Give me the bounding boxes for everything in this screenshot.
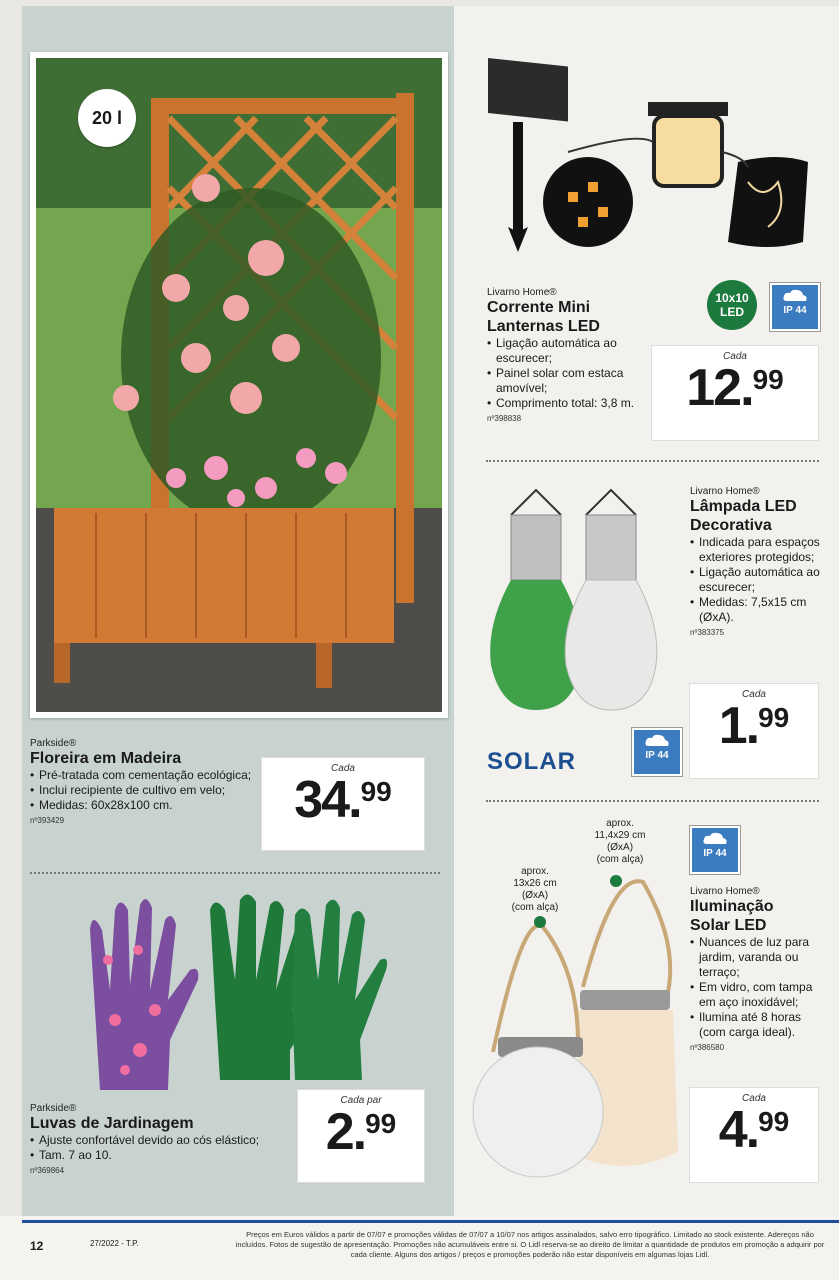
dim-label-text: (com alça) — [596, 854, 644, 865]
corrente-info — [487, 287, 667, 423]
luvas-info — [30, 1103, 280, 1175]
floreira-ref: nº393429 — [30, 816, 65, 825]
floreira-bullet: • Medidas: 60x28x100 cm. — [30, 798, 260, 813]
rain-cloud-icon — [644, 734, 670, 750]
iluminacao-brand: Livarno Home® — [690, 886, 760, 897]
lampada-bullet: • Medidas: 7,5x15 cm (ØxA). — [690, 595, 830, 625]
lampada-bullet: • Ligação automática ao escurecer; — [690, 565, 830, 595]
legal-disclaimer: Preços em Euros válidos a partir de 07/07 e promoções válidas de 07/07 a 10/07 nos artigos assinalados, salvo erro tipográfico. Limitado ao stock existente. Adereços não incluídos. Fotos de sugestão de apresentação. Promoções não acumuláveis entre si. O Lidl reserva-se ao direito de limitar a quantidade de produtos em promoção a adquirir por cada cliente. Alguns dos artigos / preços e promoções poderão não estar disponíveis em algumas lojas Lidl. — [235, 1230, 825, 1259]
floreira-brand: Parkside® — [30, 738, 77, 749]
page-number: 12 — [30, 1239, 44, 1253]
iluminacao-price-box — [690, 1088, 818, 1182]
dim-label-text: aprox. — [606, 818, 634, 829]
floreira-bullet: • Pré-tratada com cementação ecológica; — [30, 768, 260, 783]
iluminacao-price — [690, 1101, 818, 1159]
lampada-bullets — [690, 535, 830, 625]
floreira-bullet: • Inclui recipiente de cultivo em velo; — [30, 783, 260, 798]
lampada-price-label: Cada — [742, 689, 766, 700]
iluminacao-name-line1: Iluminação — [690, 898, 774, 915]
luvas-price-dec: 99 — [365, 1108, 397, 1139]
corrente-price — [652, 359, 818, 417]
floreira-price — [262, 771, 424, 829]
iluminacao-price-label: Cada — [742, 1093, 766, 1104]
lampada-price-box — [690, 684, 818, 778]
dim-label-text: (ØxA) — [606, 842, 634, 853]
corrente-name-line1: Corrente Mini — [487, 299, 591, 316]
lampada-price-dec: 99 — [758, 702, 790, 733]
luvas-price-box — [298, 1090, 424, 1182]
corrente-bullets — [487, 336, 667, 411]
dim-label-text: aprox. — [521, 866, 549, 877]
iluminacao-bullets — [690, 935, 830, 1040]
luvas-brand: Parkside® — [30, 1103, 77, 1114]
left-divider — [30, 872, 440, 874]
bulb-lamps-illustration — [486, 485, 676, 720]
floreira-price-box — [262, 758, 424, 850]
corrente-price-box — [652, 346, 818, 440]
dim-label-text: (ØxA) — [521, 890, 549, 901]
led-count-badge-line2: LED — [720, 305, 744, 319]
volume-badge-text: 20 l — [78, 89, 136, 147]
corrente-ref: nº398838 — [487, 414, 522, 423]
corrente-bullet: • Painel solar com estaca amovível; — [487, 366, 667, 396]
rain-cloud-icon — [702, 832, 728, 848]
corrente-bullet: • Ligação automática ao escurecer; — [487, 336, 667, 366]
iluminacao-price-int: 4. — [718, 1101, 759, 1159]
footer-rule — [22, 1220, 839, 1223]
solar-logo: SOLAR — [487, 748, 576, 775]
floreira-price-int: 34. — [294, 771, 361, 829]
planter-photo-frame — [30, 52, 448, 718]
iluminacao-price-dec: 99 — [758, 1106, 790, 1137]
lampada-info — [690, 486, 830, 637]
floreira-price-dec: 99 — [360, 776, 392, 807]
corrente-ip-label: IP 44 — [783, 305, 807, 316]
iluminacao-info — [690, 886, 830, 1052]
luvas-price-int: 2. — [325, 1103, 366, 1161]
issue-code: 27/2022 - T.P. — [90, 1239, 139, 1248]
dim-label-text: (com alça) — [511, 902, 559, 913]
iluminacao-bullet: • Ilumina até 8 horas (com carga ideal). — [690, 1010, 830, 1040]
ip44-icon — [690, 826, 740, 874]
right-divider-1 — [486, 460, 819, 462]
luvas-bullets — [30, 1133, 280, 1163]
luvas-bullet: • Tam. 7 ao 10. — [30, 1148, 280, 1163]
ip44-icon — [632, 728, 682, 776]
lanterns-illustration — [478, 52, 823, 252]
corrente-bullet: • Comprimento total: 3,8 m. — [487, 396, 667, 411]
volume-badge — [62, 90, 152, 146]
corrente-price-label: Cada — [723, 351, 747, 362]
led-count-badge-line1: 10x10 — [715, 291, 749, 305]
rain-cloud-icon — [782, 289, 808, 305]
dim-label-text: 11,4x29 cm — [594, 830, 646, 841]
luvas-ref: nº369864 — [30, 1166, 65, 1175]
luvas-price — [298, 1103, 424, 1161]
corrente-name-line2: Lanternas LED — [487, 318, 600, 335]
iluminacao-bullet: • Nuances de luz para jardim, varanda ou terraço; — [690, 935, 830, 980]
corrente-brand: Livarno Home® — [487, 287, 557, 298]
floreira-bullets — [30, 768, 260, 813]
lampada-price-int: 1. — [718, 697, 759, 755]
planter-photo — [36, 58, 442, 712]
iluminacao-bullet: • Em vidro, com tampa em aço inoxidável; — [690, 980, 830, 1010]
lampada-name-line2: Decorativa — [690, 517, 772, 534]
luvas-name: Luvas de Jardinagem — [30, 1115, 194, 1132]
iluminacao-ip-label: IP 44 — [703, 848, 727, 859]
solar-jars-illustration — [468, 872, 688, 1184]
luvas-bullet: • Ajuste confortável devido ao cós elástico; — [30, 1133, 280, 1148]
dim-label-text: 13x26 cm — [513, 878, 557, 889]
lampada-brand: Livarno Home® — [690, 486, 760, 497]
planter-illustration — [36, 58, 442, 712]
led-count-badge — [707, 280, 757, 330]
lampada-bullet: • Indicada para espaços exteriores protegidos; — [690, 535, 830, 565]
floreira-price-label: Cada — [331, 763, 355, 774]
corrente-price-int: 12. — [686, 359, 753, 417]
lampada-ref: nº383375 — [690, 628, 725, 637]
lampada-price — [690, 697, 818, 755]
iluminacao-name-line2: Solar LED — [690, 917, 767, 934]
dim-label-large — [575, 818, 665, 866]
floreira-info — [30, 738, 260, 825]
right-divider-2 — [486, 800, 819, 802]
lampada-name-line1: Lâmpada LED — [690, 498, 797, 515]
floreira-name: Floreira em Madeira — [30, 750, 182, 767]
gloves-illustration — [80, 890, 400, 1095]
iluminacao-ref: nº386580 — [690, 1043, 725, 1052]
ip44-icon — [770, 283, 820, 331]
corrente-price-dec: 99 — [752, 364, 784, 395]
lampada-ip-label: IP 44 — [645, 750, 669, 761]
luvas-price-label: Cada par — [340, 1095, 382, 1106]
